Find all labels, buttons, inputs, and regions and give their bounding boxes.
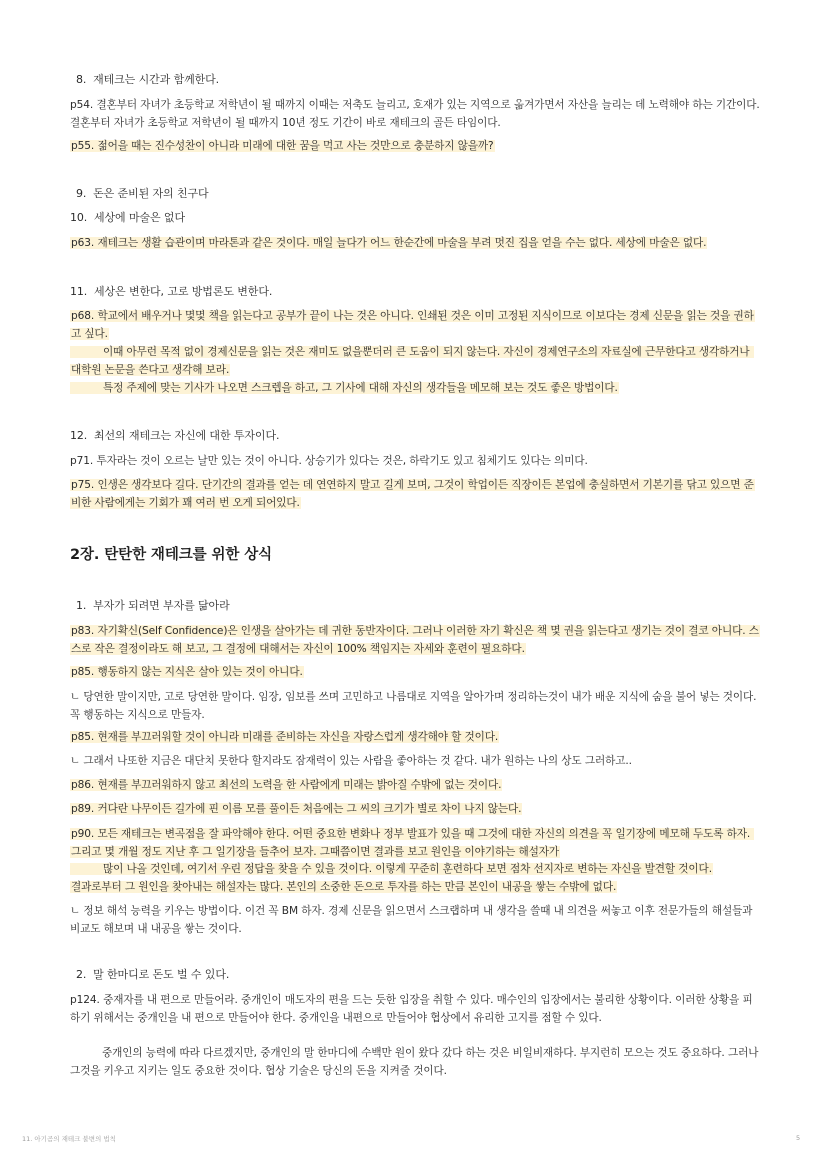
quote-p89 — [70, 800, 760, 818]
quote-p90-a: p90. 모든 재테크는 변곡점을 잘 파악해야 한다. 어떤 중요한 변화나 정부 발표가 있을 때 그것에 대한 자신의 의견을 꼭 일기장에 메모해 두도록 하자. 그리고 몇 개월 정도 지난 후 그 일기장을 들추어 보자. 그때쯤이면 결과를 보고 원인을 이야기하는 해설자가 — [71, 828, 754, 858]
quote-p89-text: p89. 커다란 나무이든 길가에 핀 이름 모를 풀이든 처음에는 그 씨의 크기가 별로 차이 나지 않는다. — [71, 803, 522, 815]
quote-p63-text: p63. 재테크는 생활 습관이며 마라톤과 같은 것이다. 매일 늘다가 어느 한순간에 마술을 부려 멋진 집을 얻을 수는 없다. 세상에 마술은 없다. — [71, 237, 707, 249]
section-9-title: 9. 돈은 준비된 자의 친구다 — [76, 187, 209, 200]
quote-p83 — [70, 622, 760, 658]
quote-p71: p71. 투자라는 것이 오르는 날만 있는 것이 아니다. 상승기가 있다는 것은, 하락기도 있고 침체기도 있다는 의미다. — [70, 455, 588, 467]
section-8-title: 8. 재테크는 시간과 함께한다. — [76, 73, 220, 86]
quote-p86 — [70, 776, 760, 794]
quote-p75-text: p75. 인생은 생각보다 길다. 단기간의 결과를 얻는 데 연연하지 말고 길게 보며, 그것이 학업이든 직장이든 본업에 충실하면서 기본기를 닦고 있으면 준비한 사람에게는 기회가 꽤 여러 번 오게 되어있다. — [71, 479, 754, 509]
quote-p54: p54. 결혼부터 자녀가 초등학교 저학년이 될 때까지 이때는 저축도 늘리고, 호재가 있는 지역으로 옮겨가면서 자산을 늘리는 데 노력해야 하는 기간이다. 결혼부터 자녀가 초등학교 저학년이 될 때까지 10년 정도 기간이 바로 재테크의 골든 타임이다. — [70, 99, 763, 129]
quote-p85b-text: p85. 현재를 부끄러워할 것이 아니라 미래를 준비하는 자신을 자랑스럽게 생각해야 할 것이다. — [71, 731, 499, 743]
quote-p124-cont — [70, 1044, 760, 1080]
quote-p68-c-wrap — [70, 382, 619, 394]
note-p85a: ㄴ 당연한 말이지만, 고로 당연한 말이다. 임장, 임보를 쓰며 고민하고 나름대로 지역을 알아가며 정리하는것이 내가 배운 지식에 숨을 불어 넣는 것이다. 꼭 행동하는 지식으로 만들자. — [70, 691, 760, 721]
quote-p90-b-wrap — [70, 863, 713, 875]
section-11-title: 11. 세상은 변한다, 고로 방법론도 변한다. — [70, 285, 273, 298]
section-12-title: 12. 최선의 재테크는 자신에 대한 투자이다. — [70, 429, 280, 442]
quote-p90 — [70, 825, 760, 861]
quote-p85a-text: p85. 행동하지 않는 지식은 살아 있는 것이 아니다. — [71, 666, 303, 678]
section-10-title: 10. 세상에 마술은 없다 — [70, 211, 185, 224]
ch2-section-1-title: 1. 부자가 되려면 부자를 닮아라 — [76, 599, 230, 612]
chapter-2-heading: 2장. 탄탄한 재테크를 위한 상식 — [70, 547, 273, 563]
quote-p55-text: p55. 젊어을 때는 진수성찬이 아니라 미래에 대한 꿈을 먹고 사는 것만으로 충분하지 않을까? — [71, 140, 494, 152]
quote-p68 — [70, 307, 760, 343]
note-p90: ㄴ 정보 해석 능력을 키우는 방법이다. 이건 꼭 BM 하자. 경제 신문을 읽으면서 스크랩하며 내 생각을 쓸때 내 의견을 써놓고 이후 전문가들의 해설들과 비교도 해보며 내 내공을 쌓는 것이다. — [70, 905, 756, 935]
ch2-section-2-title: 2. 말 한마디로 돈도 벌 수 있다. — [76, 968, 230, 981]
page-number: 5 — [796, 1134, 801, 1142]
quote-p68-a: p68. 학교에서 배우거나 몇몇 책을 읽는다고 공부가 끝이 나는 것은 아니다. 인쇄된 것은 이미 고정된 지식이므로 이보다는 경제 신문을 읽는 것을 권하고 싶다. — [71, 310, 754, 340]
quote-p68-b: 이때 아무런 목적 없이 경제신문을 읽는 것은 재미도 없을뿐더러 큰 도움이 되지 않는다. 자신이 경제연구소의 자료실에 근무한다고 생각하거나 대학원 논문을 쓴다고 생각해 보라. — [71, 346, 753, 376]
footer-title: 11. 아기곰의 재테크 불변의 법칙 — [22, 1135, 116, 1143]
quote-p83-text: p83. 자기확신(Self Confidence)은 인생을 살아가는 데 귀한 동반자이다. 그러나 이러한 자기 확신은 책 몇 권을 읽는다고 생기는 것이 결코 아니다. 스스로 작은 결정이라도 해 보고, 그 결정에 대해서는 자신이 100% 책임지는 자세와 훈련이 필요하다. — [71, 625, 759, 655]
note-p85b: ㄴ 그래서 나또한 지금은 대단치 못한다 할지라도 잠재력이 있는 사람을 좋아하는 것 같다. 내가 원하는 나의 상도 그러하고.. — [70, 755, 632, 767]
quote-p75 — [70, 476, 760, 512]
quote-p90-c: 결과로부터 그 원인을 찾아내는 해설자는 많다. 본인의 소중한 돈으로 투자를 하는 만큼 본인이 내공을 쌓는 수밖에 없다. — [71, 881, 617, 893]
quote-p68-b-wrap — [70, 346, 754, 376]
quote-p63 — [70, 234, 760, 252]
quote-p124-b: 중개인의 능력에 따라 다르겠지만, 중개인의 말 한마디에 수백만 원이 왔다 갔다 하는 것은 비일비재하다. 부지런히 모으는 것도 중요하다. 그러나 그것을 키우고 지키는 일도 중요한 것이다. 협상 기술은 당신의 돈을 지켜줄 것이다. — [70, 1047, 762, 1077]
quote-p90-b: 많이 나올 것인데, 여기서 우린 정답을 찾을 수 있을 것이다. 이렇게 꾸준히 훈련하다 보면 점차 선지자로 변하는 자신을 발견할 것이다. — [103, 863, 712, 875]
quote-p86-text: p86. 현재를 부끄러워하지 않고 최선의 노력을 한 사람에게 미래는 밝아질 수밖에 없는 것이다. — [71, 779, 502, 791]
quote-p85a — [70, 663, 760, 681]
quote-p68-cont2 — [70, 379, 760, 397]
quote-p90-cont — [70, 860, 760, 878]
quote-p55 — [70, 137, 760, 155]
quote-p85b — [70, 728, 760, 746]
quote-p124: p124. 중재자를 내 편으로 만들어라. 중개인이 매도자의 편을 드는 듯한 입장을 취할 수 있다. 매수인의 입장에서는 불리한 상황이다. 이러한 상황을 피하기 위해서는 중개인을 내 편으로 만들어야 한다. 중개인을 내편으로 만들어야 협상에서 유리한 고지를 점할 수 있다. — [70, 994, 753, 1024]
quote-p68-c: 특정 주제에 맞는 기사가 나오면 스크렙을 하고, 그 기사에 대해 자신의 생각들을 메모해 보는 것도 좋은 방법이다. — [103, 382, 618, 394]
quote-p68-cont — [70, 343, 760, 379]
quote-p90-cont2 — [70, 878, 760, 896]
